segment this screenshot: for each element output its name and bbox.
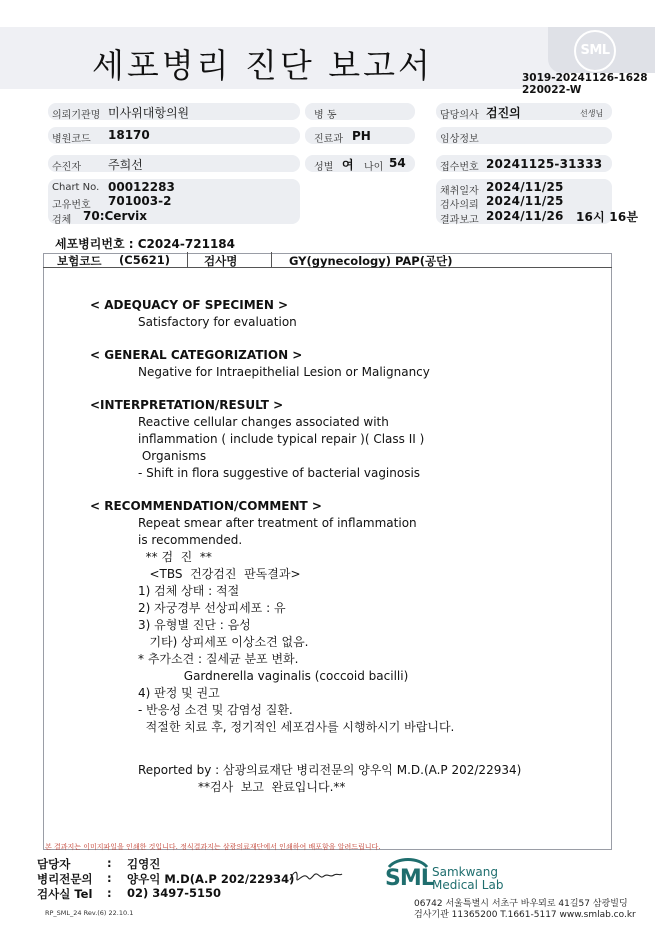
- code-divider: [187, 252, 188, 267]
- hospital-code-value: 18170: [108, 128, 150, 142]
- recommendation-line: 기타) 상피세포 이상소견 없음.: [138, 635, 309, 649]
- recommendation-header: < RECOMMENDATION/COMMENT >: [90, 499, 322, 513]
- unique-label: 고유번호: [52, 200, 91, 211]
- unique-value: 701003-2: [108, 194, 172, 208]
- pathology-number: 세포병리번호 : C2024-721184: [55, 237, 235, 251]
- interpretation-line: Reactive cellular changes associated with: [138, 415, 389, 429]
- chart-value: 00012283: [108, 180, 175, 194]
- sex-label: 성별: [314, 162, 334, 173]
- code-divider: [271, 252, 272, 267]
- pathologist-value: 양우익 M.D(A.P 202/22934): [127, 872, 295, 886]
- recommendation-line: 2) 자궁경부 선상피세포 : 유: [138, 601, 286, 615]
- recommendation-line: 3) 유형별 진단 : 음성: [138, 618, 251, 632]
- footer-colon: :: [107, 886, 112, 900]
- ward-label: 병 동: [314, 110, 337, 121]
- hospital-code-label: 병원코드: [52, 134, 91, 145]
- clinical-label: 임상정보: [440, 134, 479, 145]
- test-label: 검사명: [204, 254, 238, 268]
- insurance-value: (C5621): [119, 253, 170, 267]
- dept-value: PH: [352, 129, 371, 143]
- report-title: 세포병리 진단 보고서: [92, 46, 433, 85]
- interpretation-header: <INTERPRETATION/RESULT >: [90, 398, 284, 412]
- request-label: 검사의뢰: [440, 200, 479, 211]
- insurance-label: 보험코드: [57, 254, 102, 268]
- tel-value: 02) 3497-5150: [127, 886, 222, 900]
- specimen-label: 검체: [52, 215, 72, 226]
- result-label: 결과보고: [440, 215, 479, 226]
- manager-value: 김영진: [127, 857, 161, 871]
- lab-name-line1: Samkwang: [432, 865, 498, 879]
- recommendation-line: - 반응성 소견 및 감염성 질환.: [138, 703, 293, 717]
- interpretation-line: - Shift in flora suggestive of bacterial vaginosis: [138, 466, 421, 480]
- dept-label: 진료과: [314, 134, 343, 145]
- recommendation-line: Gardnerella vaginalis (coccoid bacilli): [138, 669, 409, 683]
- patient-label: 수진자: [52, 162, 81, 173]
- receipt-label: 접수번호: [440, 162, 479, 173]
- age-value: 54: [389, 156, 406, 170]
- doctor-value: 검진의: [486, 106, 521, 120]
- patient-value: 주희선: [108, 158, 143, 172]
- lab-logo-text: SML: [385, 866, 434, 891]
- footer-colon: :: [107, 871, 112, 885]
- report-number-line2: 220022-W: [522, 84, 582, 96]
- recommendation-line: 4) 판정 및 권고: [138, 686, 220, 700]
- recommendation-line: 적절한 치료 후, 정기적인 세포검사를 시행하시기 바랍니다.: [138, 720, 455, 734]
- general-header: < GENERAL CATEGORIZATION >: [90, 348, 303, 362]
- recommendation-line: is recommended.: [138, 533, 243, 547]
- report-number-line1: 3019-20241126-1628: [522, 72, 648, 84]
- lab-contact: 검사기관 11365200 T.1661-5117 www.smlab.co.kr: [414, 910, 636, 920]
- recommendation-line: Repeat smear after treatment of inflammation: [138, 516, 417, 530]
- specimen-value: 70:Cervix: [83, 209, 148, 223]
- sml-logo-text: SML: [580, 43, 610, 58]
- recommendation-line: ** 검 진 **: [138, 550, 212, 564]
- interpretation-line: inflammation ( include typical repair )( Class II ): [138, 432, 425, 446]
- code-bar: [43, 253, 612, 268]
- lab-address: 06742 서울특별시 서초구 바우뫼로 41길57 삼광빌딩: [414, 899, 628, 909]
- chart-label: Chart No.: [52, 182, 100, 193]
- result-value: 2024/11/26: [486, 209, 564, 223]
- age-label: 나이: [364, 162, 384, 173]
- institution-value: 미사위대항의원: [108, 106, 190, 120]
- receipt-value: 20241125-31333: [486, 157, 603, 171]
- sex-value: 여: [342, 158, 354, 172]
- collect-value: 2024/11/25: [486, 180, 564, 194]
- recommendation-line: * 추가소견 : 질세균 분포 변화.: [138, 652, 299, 666]
- adequacy-text: Satisfactory for evaluation: [138, 315, 297, 329]
- sml-logo-icon: [574, 30, 616, 72]
- doctor-label: 담당의사: [440, 110, 479, 121]
- pathologist-label: 병리전문의: [37, 872, 93, 886]
- result-time: 16시 16분: [576, 210, 639, 224]
- institution-label: 의뢰기관명: [52, 110, 101, 121]
- signature-icon: [288, 866, 344, 888]
- tel-label: 검사실 Tel: [37, 887, 93, 901]
- reported-by: Reported by : 삼광의료재단 병리전문의 양우익 M.D.(A.P 202/22934): [138, 763, 522, 777]
- doctor-suffix: 선생님: [580, 109, 604, 118]
- manager-label: 담당자: [37, 857, 71, 871]
- recommendation-line: <TBS 건강검진 판독결과>: [138, 567, 301, 581]
- recommendation-line: 1) 검체 상태 : 적절: [138, 584, 240, 598]
- form-code: RP_SML_24 Rev.(6) 22.10.1: [45, 909, 134, 917]
- report-complete: **검사 보고 완료입니다.**: [198, 780, 346, 794]
- lab-name-line2: Medical Lab: [432, 878, 504, 892]
- info-pill: [48, 155, 300, 172]
- report-number: [522, 72, 648, 96]
- collect-label: 채취일자: [440, 186, 479, 197]
- print-notice: 본 결과지는 이미지파일을 인쇄한 것입니다. 정식결과지는 삼광의료재단에서 인쇄하여 배포함을 알려드립니다.: [45, 843, 381, 851]
- test-value: GY(gynecology) PAP(공단): [289, 254, 453, 268]
- report-body: [90, 297, 590, 796]
- footer-colon: :: [107, 856, 112, 870]
- interpretation-line: Organisms: [138, 449, 207, 463]
- lab-name: [432, 866, 503, 892]
- request-value: 2024/11/25: [486, 194, 564, 208]
- general-text: Negative for Intraepithelial Lesion or Malignancy: [138, 365, 430, 379]
- adequacy-header: < ADEQUACY OF SPECIMEN >: [90, 298, 289, 312]
